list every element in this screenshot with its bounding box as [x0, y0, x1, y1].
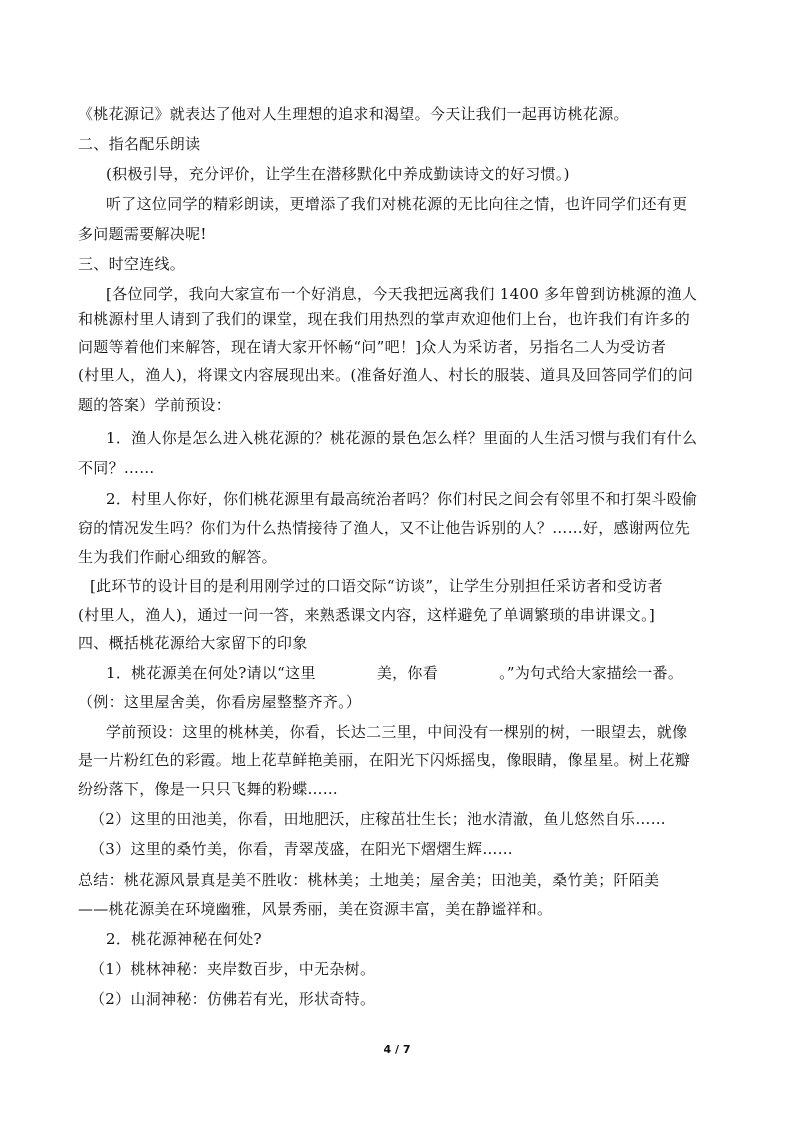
text-line: ——桃花源美在环境幽雅，风景秀丽，美在资源丰富，美在静谧祥和。 — [78, 900, 553, 918]
text-line: 问题等着他们来解答，现在请大家开怀畅“问”吧！]众人为采访者，另指名二人为受访者 — [78, 338, 667, 356]
text-line: （1）桃林神秘：夹岸数百步，中无杂树。 — [90, 960, 376, 978]
text-line: 纷纷落下，像是一只只飞舞的粉蝶…… — [78, 780, 339, 798]
text-line: 2．桃花源神秘在何处? — [106, 930, 262, 948]
page-number: 4 / 7 — [383, 1043, 411, 1056]
text-line: (积极引导，充分评价，让学生在潜移默化中养成勤读诗文的好习惯。) — [106, 165, 570, 183]
text-line: （2）这里的田池美，你看，田地肥沃，庄稼茁壮生长；池水清澈，鱼儿悠然自乐…… — [90, 810, 666, 828]
text-line: 生为我们作耐心细致的解答。 — [78, 548, 277, 566]
text-line: （例：这里屋舍美，你看房屋整整齐齐。） — [78, 693, 362, 711]
text-line: 1．渔人你是怎么进入桃花源的？桃花源的景色怎么样？里面的人生活习惯与我们有什么 — [106, 429, 698, 447]
text-line: 题的答案）学前预设： — [78, 396, 232, 414]
text-line: 窃的情况发生吗？你们为什么热情接待了渔人，又不让他告诉别的人？……好，感谢两位先 — [78, 519, 691, 537]
text-line: 多问题需要解决呢! — [78, 225, 207, 243]
text-line: (村里人，渔人)，将课文内容展现出来。(准备好渔人、村长的服装、道具及回答同学们的问 — [78, 366, 694, 384]
section-heading: 三、时空连线。 — [78, 255, 186, 273]
section-heading: 四、概括桃花源给大家留下的印象 — [78, 634, 308, 652]
text-line: （3）这里的桑竹美，你看，青翠茂盛，在阳光下熠熠生辉…… — [90, 840, 513, 858]
text-line: [各位同学，我向大家宣布一个好消息，今天我把远离我们 1400 多年曾到访桃源的渔人 — [106, 285, 698, 303]
text-line: (村里人，渔人)，通过一问一答，来熟悉课文内容，这样避免了单调繁琐的串讲课文。] — [78, 606, 656, 624]
text-line: 和桃源村里人请到了我们的课堂，现在我们用热烈的掌声欢迎他们上台，也许我们有许多的 — [78, 310, 691, 328]
text-line: 是一片粉红色的彩霞。地上花草鲜艳美丽，在阳光下闪烁摇曳，像眼睛，像星星。树上花瓣 — [78, 751, 691, 769]
text-line: 《桃花源记》就表达了他对人生理想的追求和渴望。今天让我们一起再访桃花源。 — [78, 105, 629, 123]
text-line: 不同？…… — [78, 459, 155, 477]
text-line: 2．村里人你好，你们桃花源里有最高统治者吗？你们村民之间会有邻里不和打架斗殴偷 — [106, 490, 698, 508]
text-line: 听了这位同学的精彩朗读，更增添了我们对桃花源的无比向往之情，也许同学们还有更 — [106, 195, 688, 213]
text-line: 学前预设：这里的桃林美，你看，长达二三里，中间没有一棵别的树，一眼望去，就像 — [106, 723, 688, 741]
text-line: 1．桃花源美在何处?请以“这里 美，你看 。”为句式给大家描绘一番。 — [106, 664, 684, 682]
section-heading: 二、指名配乐朗读 — [78, 135, 201, 153]
text-line: [此环节的设计目的是利用刚学过的口语交际“访谈”，让学生分别担任采访者和受访者 — [90, 577, 663, 595]
text-line: （2）山洞神秘：仿佛若有光，形状奇特。 — [90, 990, 376, 1008]
text-line: 总结：桃花源风景真是美不胜收：桃林美；土地美；屋舍美；田池美，桑竹美；阡陌美 — [78, 871, 660, 889]
